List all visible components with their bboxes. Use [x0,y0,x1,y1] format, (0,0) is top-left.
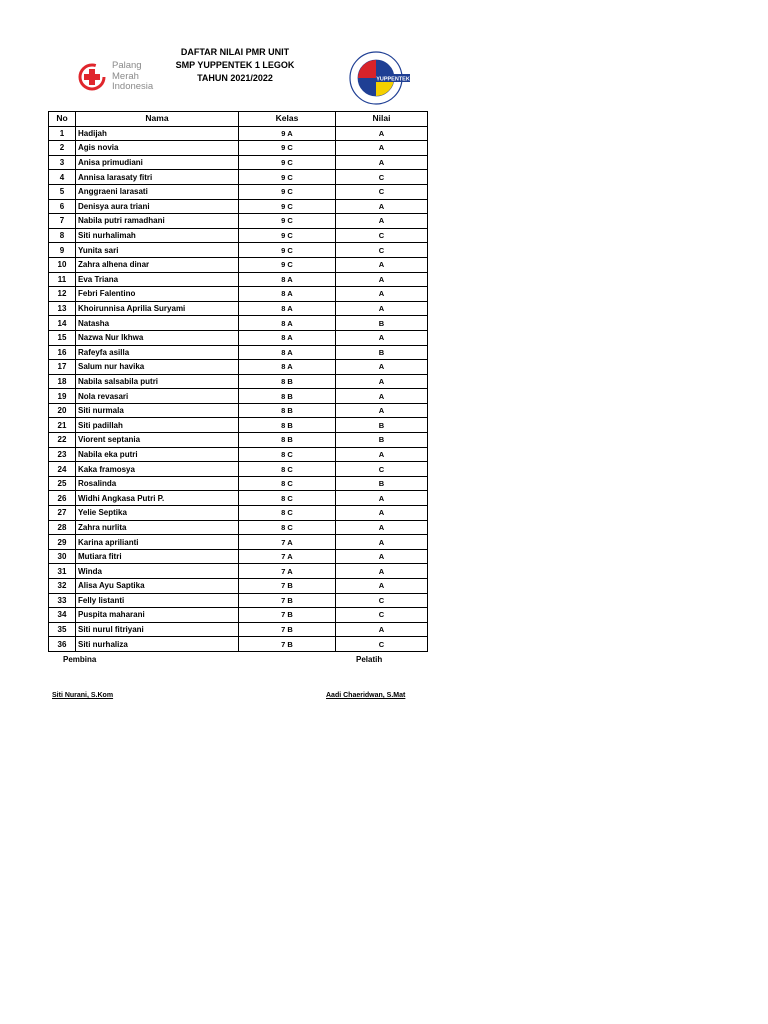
cell-kelas: 8 A [239,360,336,375]
title-line-2: SMP YUPPENTEK 1 LEGOK [175,60,295,70]
cell-nilai: C [336,462,428,477]
cell-nama: Karina aprilianti [76,535,239,550]
cell-no: 11 [49,272,76,287]
cell-kelas: 8 B [239,418,336,433]
table-row [49,476,428,491]
cell-nama: Natasha [76,316,239,331]
cell-kelas: 8 C [239,491,336,506]
cell-nilai: A [336,141,428,156]
table-row [49,170,428,185]
table-row [49,228,428,243]
table-row [49,418,428,433]
cell-kelas: 7 B [239,608,336,623]
table-row [49,506,428,521]
cell-nilai: A [336,549,428,564]
title-line-3: TAHUN 2021/2022 [197,73,273,83]
cell-nilai: A [336,214,428,229]
pembina-name: Siti Nurani, S.Kom [52,692,114,699]
cell-nilai: A [336,622,428,637]
table-row [49,155,428,170]
cell-kelas: 8 B [239,433,336,448]
cell-nama: Siti nurmala [76,403,239,418]
table-row [49,243,428,258]
cell-no: 4 [49,170,76,185]
red-cross-icon [78,63,106,91]
cell-kelas: 9 C [239,228,336,243]
cell-no: 23 [49,447,76,462]
cell-no: 18 [49,374,76,389]
cell-nama: Kaka framosya [76,462,239,477]
cell-no: 27 [49,506,76,521]
cell-no: 9 [49,243,76,258]
cell-nilai: A [336,506,428,521]
cell-nama: Yelie Septika [76,506,239,521]
document-title [150,46,320,85]
table-row [49,374,428,389]
cell-kelas: 8 B [239,374,336,389]
cell-nama: Hadijah [76,126,239,141]
grades-table [48,111,428,652]
cell-nama: Khoirunnisa Aprilia Suryami [76,301,239,316]
cell-no: 7 [49,214,76,229]
cell-kelas: 8 C [239,462,336,477]
cell-no: 33 [49,593,76,608]
table-row [49,345,428,360]
cell-nilai: C [336,170,428,185]
school-logo-icon [340,50,412,106]
cell-no: 17 [49,360,76,375]
cell-nilai: A [336,447,428,462]
cell-kelas: 8 B [239,403,336,418]
table-row [49,214,428,229]
cell-no: 25 [49,476,76,491]
cell-kelas: 8 A [239,272,336,287]
cell-no: 22 [49,433,76,448]
cell-nama: Puspita maharani [76,608,239,623]
cell-nama: Yunita sari [76,243,239,258]
cell-kelas: 7 B [239,622,336,637]
table-row [49,564,428,579]
cell-nilai: C [336,593,428,608]
table-row [49,184,428,199]
cell-nilai: A [336,301,428,316]
cell-kelas: 7 A [239,549,336,564]
cell-nama: Eva Triana [76,272,239,287]
cell-nilai: A [336,403,428,418]
cell-kelas: 7 A [239,535,336,550]
table-row [49,272,428,287]
cell-nilai: C [336,184,428,199]
table-row [49,301,428,316]
cell-no: 21 [49,418,76,433]
cell-nilai: A [336,126,428,141]
pelatih-label: Pelatih [356,655,383,664]
cell-no: 8 [49,228,76,243]
cell-nama: Siti nurhalimah [76,228,239,243]
cell-nama: Rafeyfa asilla [76,345,239,360]
table-row [49,199,428,214]
cell-no: 26 [49,491,76,506]
cell-no: 12 [49,287,76,302]
cell-nama: Alisa Ayu Saptika [76,579,239,594]
column-header-nilai: Nilai [336,112,428,127]
cell-nama: Denisya aura triani [76,199,239,214]
table-body [49,126,428,651]
cell-kelas: 9 C [239,170,336,185]
cell-kelas: 9 C [239,199,336,214]
cell-nilai: A [336,287,428,302]
cell-nama: Nabila putri ramadhani [76,214,239,229]
cell-kelas: 9 C [239,214,336,229]
table-row [49,579,428,594]
title-line-1: DAFTAR NILAI PMR UNIT [180,47,290,57]
cell-nama: Siti nurul fitriyani [76,622,239,637]
cell-nama: Siti padillah [76,418,239,433]
cell-nama: Anisa primudiani [76,155,239,170]
cell-no: 19 [49,389,76,404]
cell-nilai: A [336,535,428,550]
table-row [49,622,428,637]
column-header-nama: Nama [76,112,239,127]
table-header-row [49,112,428,127]
cell-no: 5 [49,184,76,199]
cell-kelas: 8 A [239,287,336,302]
table-row [49,126,428,141]
cell-no: 16 [49,345,76,360]
table-row [49,360,428,375]
column-header-no: No [49,112,76,127]
cell-no: 20 [49,403,76,418]
cell-kelas: 7 B [239,579,336,594]
cell-kelas: 8 B [239,389,336,404]
cell-nama: Annisa larasaty fitri [76,170,239,185]
cell-nilai: C [336,637,428,652]
cell-no: 29 [49,535,76,550]
cell-nilai: A [336,155,428,170]
cell-nilai: A [336,360,428,375]
table-row [49,330,428,345]
cell-nama: Febri Falentino [76,287,239,302]
cell-no: 14 [49,316,76,331]
table-row [49,593,428,608]
cell-nilai: A [336,199,428,214]
table-row [49,608,428,623]
school-logo-label: YUPPENTEK [376,76,410,83]
cell-kelas: 9 C [239,184,336,199]
cell-nama: Salum nur havika [76,360,239,375]
table-row [49,141,428,156]
cell-no: 2 [49,141,76,156]
table-row [49,535,428,550]
cell-kelas: 9 A [239,126,336,141]
cell-nama: Anggraeni larasati [76,184,239,199]
cell-nilai: C [336,243,428,258]
logo-line-3: Indonesia [112,81,154,92]
cell-no: 15 [49,330,76,345]
column-header-kelas: Kelas [239,112,336,127]
cell-kelas: 7 B [239,637,336,652]
cell-nilai: A [336,374,428,389]
cell-nilai: A [336,579,428,594]
table-row [49,287,428,302]
table-row [49,403,428,418]
cell-no: 10 [49,257,76,272]
table-row [49,433,428,448]
cell-nilai: A [336,330,428,345]
cell-no: 36 [49,637,76,652]
cell-nilai: A [336,389,428,404]
cell-nama: Zahra alhena dinar [76,257,239,272]
cell-nama: Nabila salsabila putri [76,374,239,389]
cell-nilai: A [336,272,428,287]
cell-nama: Agis novia [76,141,239,156]
cell-kelas: 8 A [239,316,336,331]
cell-kelas: 7 B [239,593,336,608]
cell-nilai: B [336,433,428,448]
table-row [49,316,428,331]
cell-no: 31 [49,564,76,579]
cell-no: 28 [49,520,76,535]
cell-nilai: A [336,491,428,506]
cell-no: 32 [49,579,76,594]
cell-nama: Widhi Angkasa Putri P. [76,491,239,506]
pelatih-name: Aadi Chaeridwan, S.Mat [326,692,406,699]
table-row [49,491,428,506]
cell-nilai: A [336,520,428,535]
pmi-logo-text [112,61,153,93]
cell-no: 3 [49,155,76,170]
cell-nilai: C [336,228,428,243]
cell-no: 1 [49,126,76,141]
pembina-label: Pembina [63,655,97,664]
cell-kelas: 7 A [239,564,336,579]
cell-nama: Winda [76,564,239,579]
cell-no: 30 [49,549,76,564]
cell-kelas: 9 C [239,257,336,272]
cell-nilai: A [336,257,428,272]
cell-kelas: 8 C [239,447,336,462]
logo-line-1: Palang [112,60,142,71]
cell-kelas: 9 C [239,243,336,258]
cell-nama: Felly listanti [76,593,239,608]
cell-kelas: 9 C [239,141,336,156]
cell-kelas: 8 C [239,520,336,535]
cell-kelas: 8 A [239,345,336,360]
cell-nama: Mutiara fitri [76,549,239,564]
cell-no: 35 [49,622,76,637]
cell-kelas: 8 A [239,330,336,345]
cell-kelas: 8 C [239,476,336,491]
table-row [49,637,428,652]
cell-kelas: 9 C [239,155,336,170]
cell-nilai: A [336,564,428,579]
cell-kelas: 8 C [239,506,336,521]
cell-nama: Viorent septania [76,433,239,448]
cell-nama: Siti nurhaliza [76,637,239,652]
cell-nama: Nabila eka putri [76,447,239,462]
cell-nilai: B [336,316,428,331]
table-row [49,549,428,564]
cell-kelas: 8 A [239,301,336,316]
cell-nama: Rosalinda [76,476,239,491]
cell-no: 13 [49,301,76,316]
cell-nilai: B [336,345,428,360]
cell-no: 6 [49,199,76,214]
table-row [49,447,428,462]
table-row [49,389,428,404]
cell-nilai: B [336,476,428,491]
cell-nilai: B [336,418,428,433]
logo-line-2: Merah [112,70,139,82]
cell-no: 34 [49,608,76,623]
cell-nama: Nazwa Nur Ikhwa [76,330,239,345]
table-row [49,520,428,535]
table-row [49,462,428,477]
table-row [49,257,428,272]
cell-nama: Zahra nurlita [76,520,239,535]
cell-no: 24 [49,462,76,477]
cell-nama: Nola revasari [76,389,239,404]
cell-nilai: C [336,608,428,623]
